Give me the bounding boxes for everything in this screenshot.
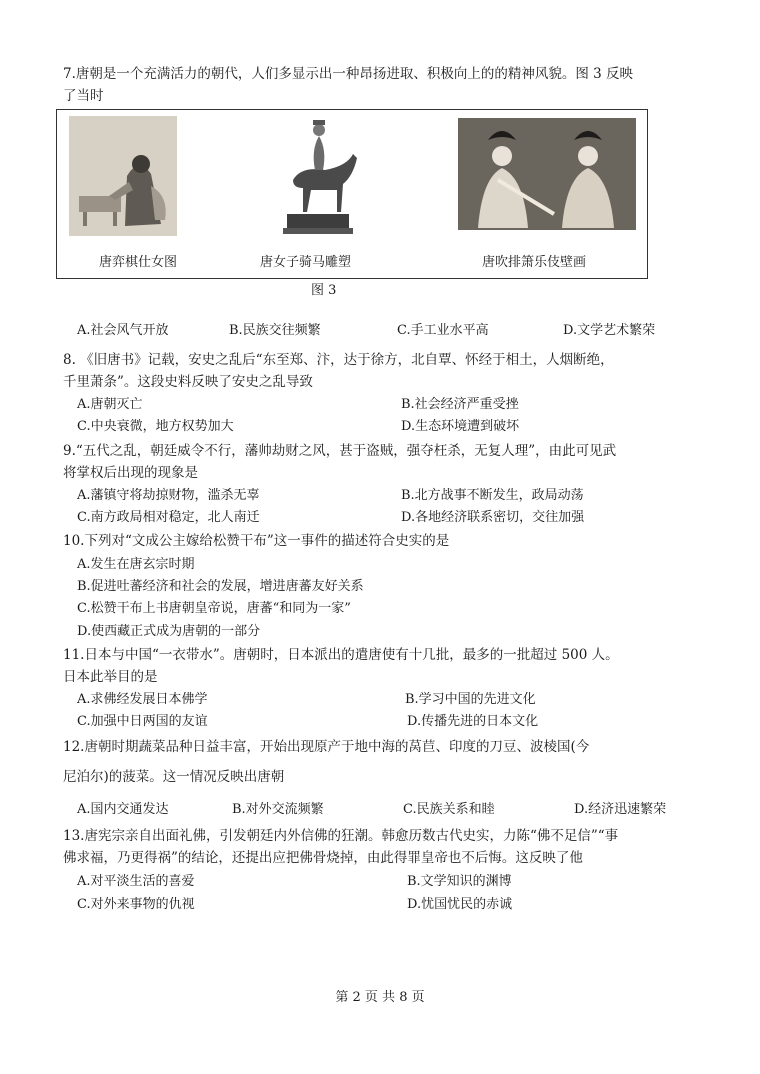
q7-stem-line1: 7.唐朝是一个充满活力的朝代，人们多显示出一种昂扬进取、积极向上的的精神风貌。图 3 反映 <box>63 66 634 82</box>
q9-option-b[interactable]: B.北方战事不断发生，政局动荡 <box>401 488 584 503</box>
q12-option-b[interactable]: B.对外交流频繁 <box>232 802 324 817</box>
q10-option-c[interactable]: C.松赞干布上书唐朝皇帝说，唐蕃“和同为一家” <box>77 601 351 616</box>
q7-option-a[interactable]: A.社会风气开放 <box>77 323 169 338</box>
q9-option-c[interactable]: C.南方政局相对稳定，北人南迁 <box>77 510 260 525</box>
q11-option-b[interactable]: B.学习中国的先进文化 <box>405 692 536 707</box>
q7-option-c[interactable]: C.手工业水平高 <box>397 323 489 338</box>
chess-lady-painting-image <box>69 116 177 236</box>
q10-option-a[interactable]: A.发生在唐玄宗时期 <box>77 557 195 572</box>
q9-option-a[interactable]: A.藩镇守将劫掠财物，滥杀无辜 <box>77 488 260 503</box>
q12-stem-line2: 尼泊尔)的菠菜。这一情况反映出唐朝 <box>63 769 285 785</box>
page-footer: 第 2 页 共 8 页 <box>335 990 425 1005</box>
q12-option-c[interactable]: C.民族关系和睦 <box>403 802 495 817</box>
q8-option-d[interactable]: D.生态环境遭到破坏 <box>401 419 520 434</box>
q13-stem-line2: 佛求福，乃更得祸”的结论，还提出应把佛骨烧掉，由此得罪皇帝也不后悔。这反映了他 <box>63 850 583 866</box>
q11-option-a[interactable]: A.求佛经发展日本佛学 <box>77 692 208 707</box>
q12-stem-line1: 12.唐朝时期蔬菜品种日益丰富，开始出现原产于地中海的莴苣、印度的刀豆、波棱国(今 <box>63 739 590 755</box>
q13-stem-line1: 13.唐宪宗亲自出面礼佛，引发朝廷内外信佛的狂潮。韩愈历数古代史实，力陈“佛不足信”“事 <box>63 828 619 844</box>
q12-option-d[interactable]: D.经济迅速繁荣 <box>574 802 667 817</box>
caption-horse-rider: 唐女子骑马雕塑 <box>260 255 352 270</box>
q9-stem-line2: 将掌权后出现的现象是 <box>63 465 198 481</box>
q12-option-a[interactable]: A.国内交通发达 <box>77 802 169 817</box>
q13-option-b[interactable]: B.文学知识的渊博 <box>407 874 512 889</box>
q8-option-a[interactable]: A.唐朝灭亡 <box>77 397 143 412</box>
q10-option-b[interactable]: B.促进吐蕃经济和社会的发展，增进唐蕃友好关系 <box>77 579 364 594</box>
q7-option-d[interactable]: D.文学艺术繁荣 <box>563 323 656 338</box>
q8-option-b[interactable]: B.社会经济严重受挫 <box>401 397 519 412</box>
q13-option-a[interactable]: A.对平淡生活的喜爱 <box>77 874 195 889</box>
q11-stem-line1: 11.日本与中国“一衣带水”。唐朝时，日本派出的遣唐使有十几批，最多的一批超过 500 人。 <box>63 647 619 663</box>
q11-option-d[interactable]: D.传播先进的日本文化 <box>407 714 539 729</box>
q8-option-c[interactable]: C.中央衰微，地方权势加大 <box>77 419 234 434</box>
flute-musician-mural-image <box>458 118 636 230</box>
figure-3-label: 图 3 <box>311 283 337 298</box>
caption-mural: 唐吹排箫乐伎壁画 <box>482 255 587 270</box>
caption-chess-lady: 唐弈棋仕女图 <box>99 255 178 270</box>
q9-stem-line1: 9.“五代之乱，朝廷威令不行，藩帅劫财之风，甚于盗贼，强夺枉杀，无复人理”，由此可见武 <box>63 443 617 459</box>
q8-stem-line1: 8. 《旧唐书》记载，安史之乱后“东至郑、汴，达于徐方，北自覃、怀经于相土，人烟断绝， <box>63 352 614 368</box>
q11-option-c[interactable]: C.加强中日两国的友谊 <box>77 714 208 729</box>
figure-3-box <box>56 109 648 279</box>
q11-stem-line2: 日本此举目的是 <box>63 669 158 685</box>
q13-option-c[interactable]: C.对外来事物的仇视 <box>77 897 195 912</box>
q10-stem-line1: 10.下列对“文成公主嫁给松赞干布”这一事件的描述符合史实的是 <box>63 533 450 549</box>
q13-option-d[interactable]: D.忧国忧民的赤诚 <box>407 897 513 912</box>
q9-option-d[interactable]: D.各地经济联系密切，交往加强 <box>401 510 585 525</box>
q10-option-d[interactable]: D.使西藏正式成为唐朝的一部分 <box>77 624 261 639</box>
q7-stem-line2: 了当时 <box>63 88 104 104</box>
horse-rider-figurine-image <box>281 114 363 236</box>
q8-stem-line2: 千里萧条”。这段史料反映了安史之乱导致 <box>63 374 313 390</box>
q7-option-b[interactable]: B.民族交往频繁 <box>229 323 321 338</box>
